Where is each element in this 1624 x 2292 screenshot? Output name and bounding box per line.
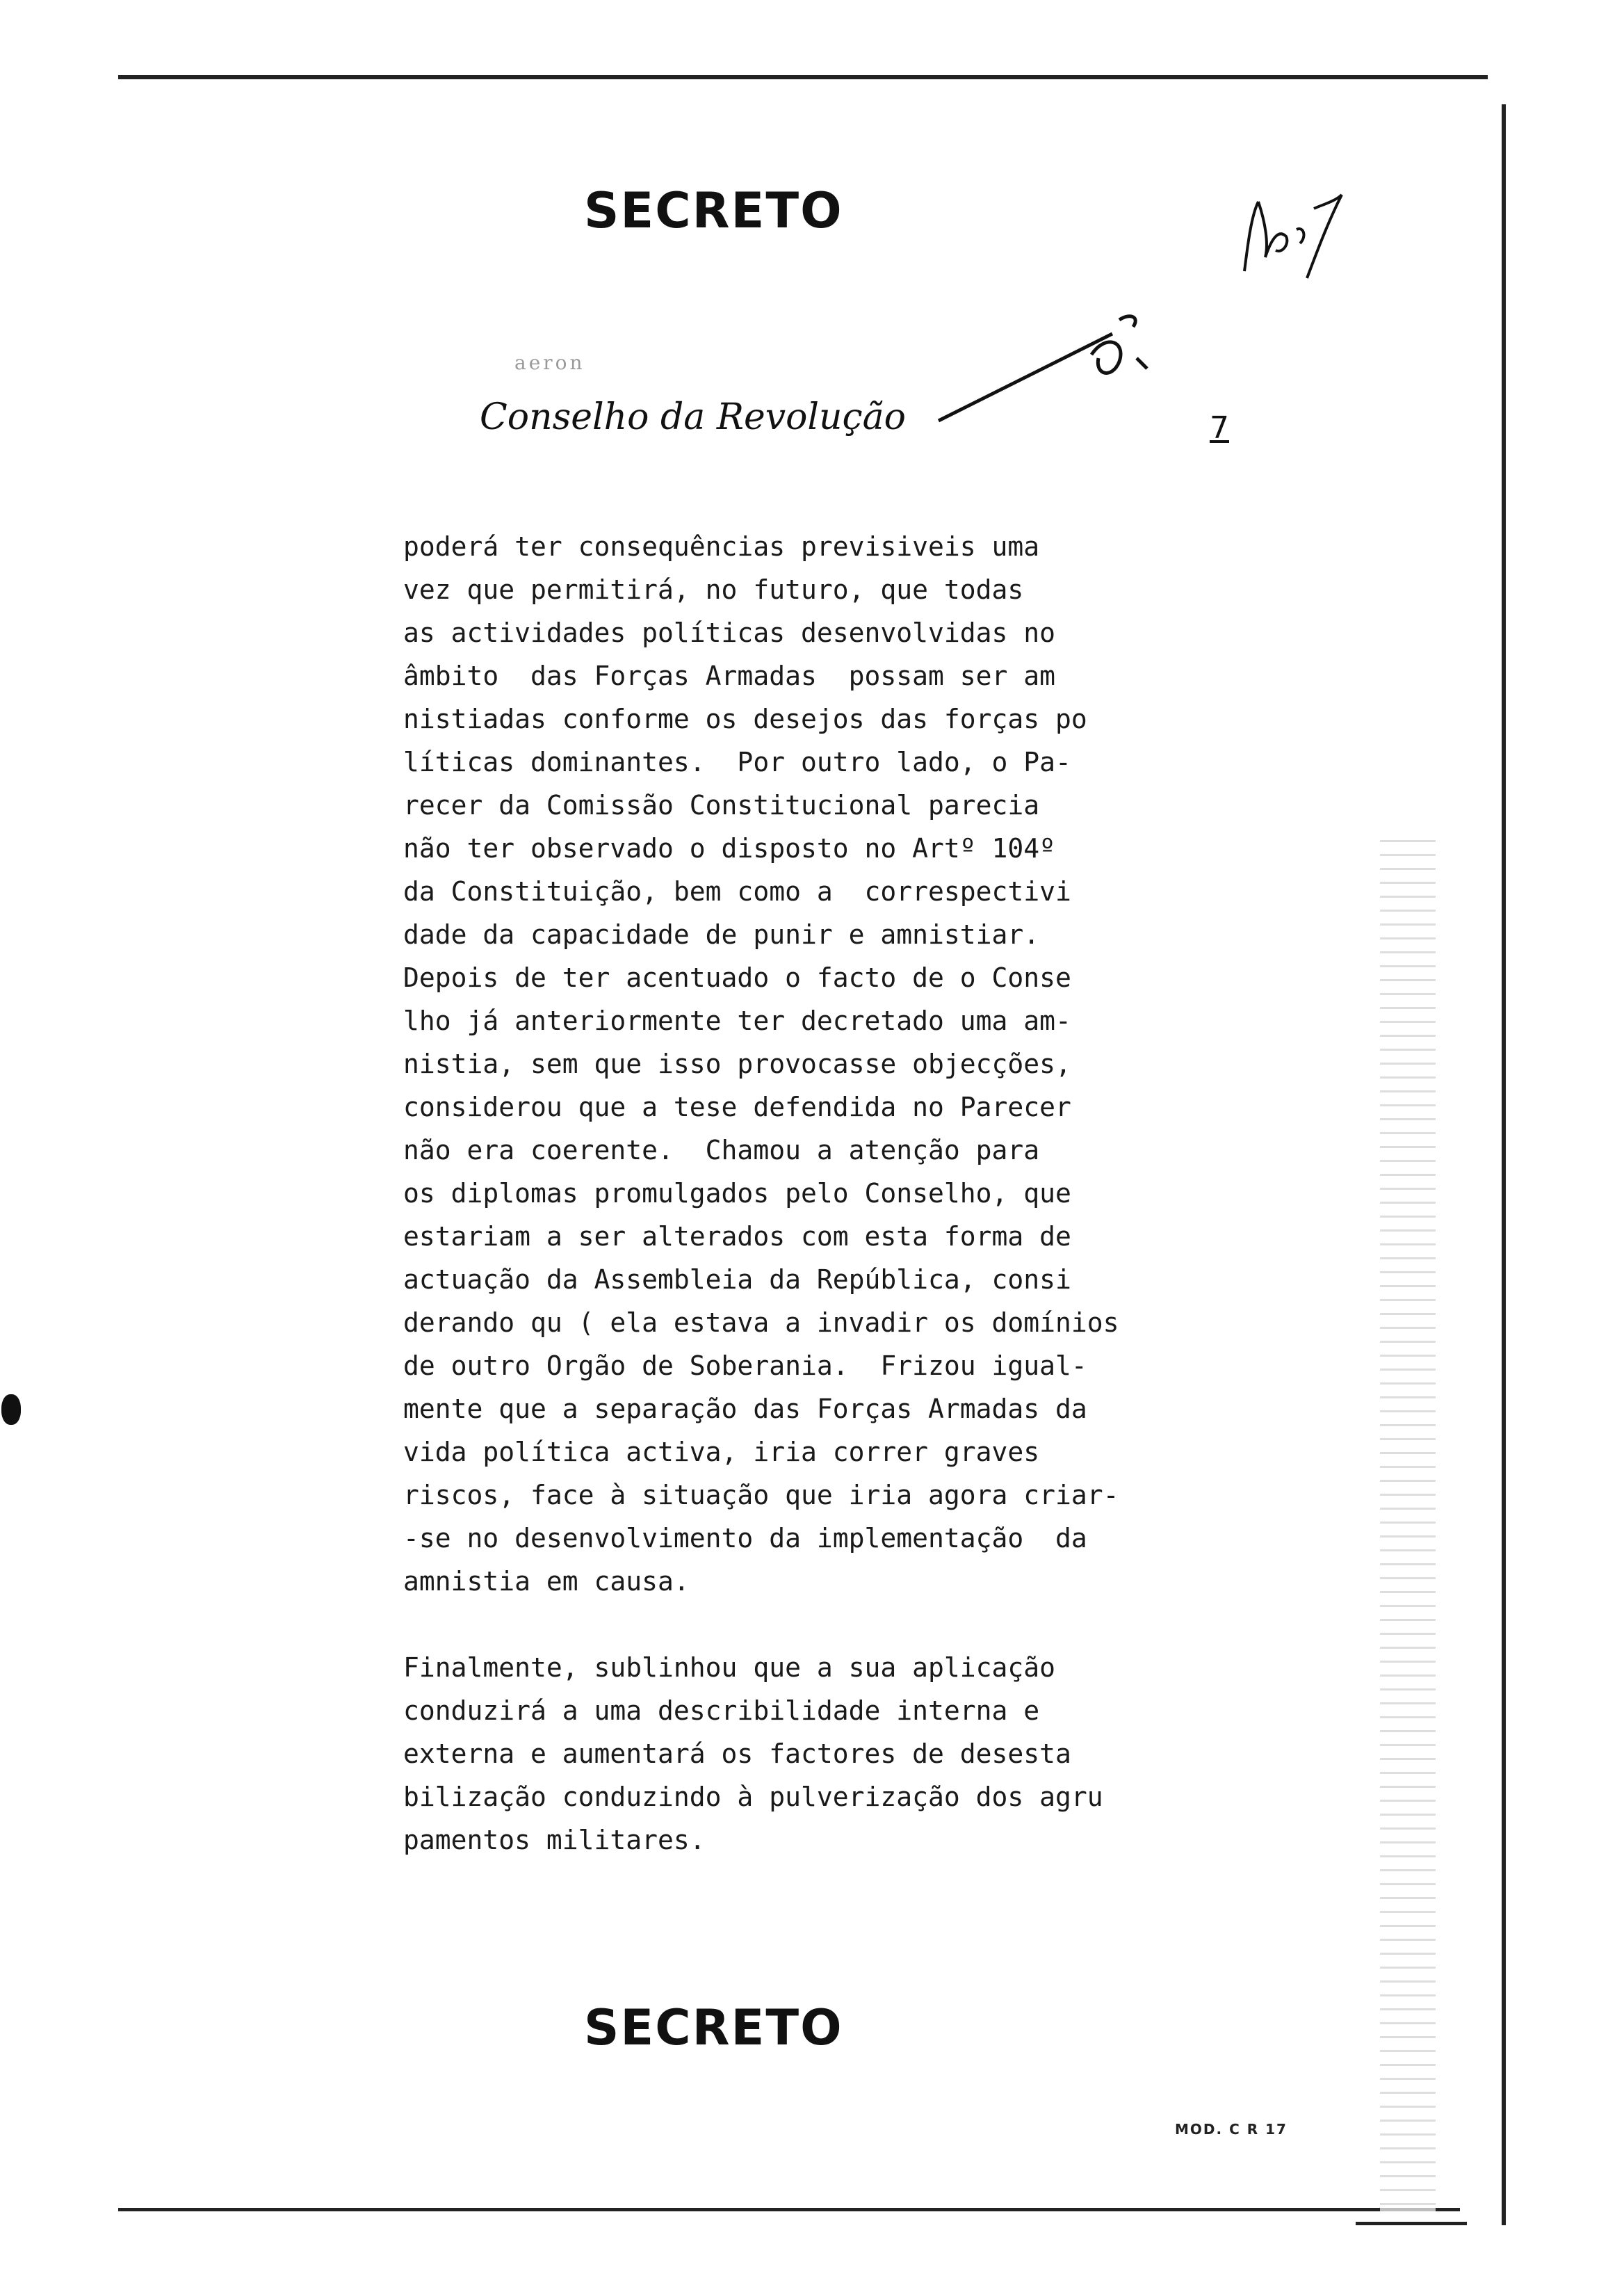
pen-mark <box>932 292 1168 431</box>
text-line: externa e aumentará os factores de desesta <box>403 1738 1071 1769</box>
scan-noise-strip <box>1380 834 1436 2211</box>
paragraph-2 <box>403 1646 1279 1862</box>
text-line: estariam a ser alterados com esta forma de <box>403 1221 1071 1252</box>
text-line: derando qu ( ela estava a invadir os domínios <box>403 1307 1119 1338</box>
text-line: amnistia em causa. <box>403 1566 690 1597</box>
text-line: nistia, sem que isso provocasse objecções, <box>403 1049 1071 1079</box>
text-line: recer da Comissão Constitucional parecia <box>403 790 1040 821</box>
handwritten-initials <box>1237 188 1349 285</box>
text-line: conduzirá a uma describilidade interna e <box>403 1695 1040 1726</box>
text-line: bilização conduzindo à pulverização dos agru <box>403 1782 1103 1812</box>
page-border-bottom <box>118 2208 1460 2211</box>
page-border-top <box>118 75 1488 79</box>
text-line: actuação da Assembleia da República, consi <box>403 1264 1071 1295</box>
text-line: riscos, face à situação que iria agora criar- <box>403 1480 1119 1510</box>
text-line: poderá ter consequências previsiveis uma <box>403 531 1040 562</box>
text-line: os diplomas promulgados pelo Conselho, que <box>403 1178 1071 1209</box>
letterhead: Conselho da Revolução <box>480 396 906 438</box>
minutes-body <box>403 525 1279 1862</box>
text-line: nistiadas conforme os desejos das forças po <box>403 704 1087 734</box>
text-line: âmbito das Forças Armadas possam ser am <box>403 661 1055 691</box>
page-border-right <box>1502 104 1506 2225</box>
text-line: dade da capacidade de punir e amnistiar. <box>403 919 1040 950</box>
classification-stamp-bottom: SECRETO <box>584 1999 843 2056</box>
paragraph-gap <box>403 1603 1279 1646</box>
text-line: vez que permitirá, no futuro, que todas <box>403 574 1024 605</box>
text-line: considerou que a tese defendida no Parecer <box>403 1092 1071 1122</box>
text-line: não ter observado o disposto no Artº 104º <box>403 833 1055 864</box>
text-line: lho já anteriormente ter decretado uma am- <box>403 1006 1071 1036</box>
text-line: da Constituição, bem como a correspectivi <box>403 876 1071 907</box>
text-line: Depois de ter acentuado o facto de o Conse <box>403 962 1071 993</box>
page-border-bottom-corner <box>1356 2222 1467 2225</box>
paragraph-1 <box>403 525 1279 1603</box>
text-line: não era coerente. Chamou a atenção para <box>403 1135 1040 1165</box>
form-model-code: MOD. C R 17 <box>1175 2121 1288 2138</box>
text-line: pamentos militares. <box>403 1825 706 1855</box>
text-line: -se no desenvolvimento da implementação da <box>403 1523 1087 1553</box>
scan-ink-blot <box>1 1394 21 1425</box>
text-line: líticas dominantes. Por outro lado, o Pa- <box>403 747 1071 777</box>
page-number: 7 <box>1210 410 1229 446</box>
classification-stamp-top: SECRETO <box>584 182 843 239</box>
text-line: mente que a separação das Forças Armadas da <box>403 1394 1087 1424</box>
text-line: Finalmente, sublinhou que a sua aplicação <box>403 1652 1055 1683</box>
faint-scan-text: aeron <box>514 351 585 374</box>
text-line: vida política activa, iria correr graves <box>403 1437 1040 1467</box>
text-line: de outro Orgão de Soberania. Frizou igual- <box>403 1350 1087 1381</box>
text-line: as actividades políticas desenvolvidas no <box>403 618 1055 648</box>
